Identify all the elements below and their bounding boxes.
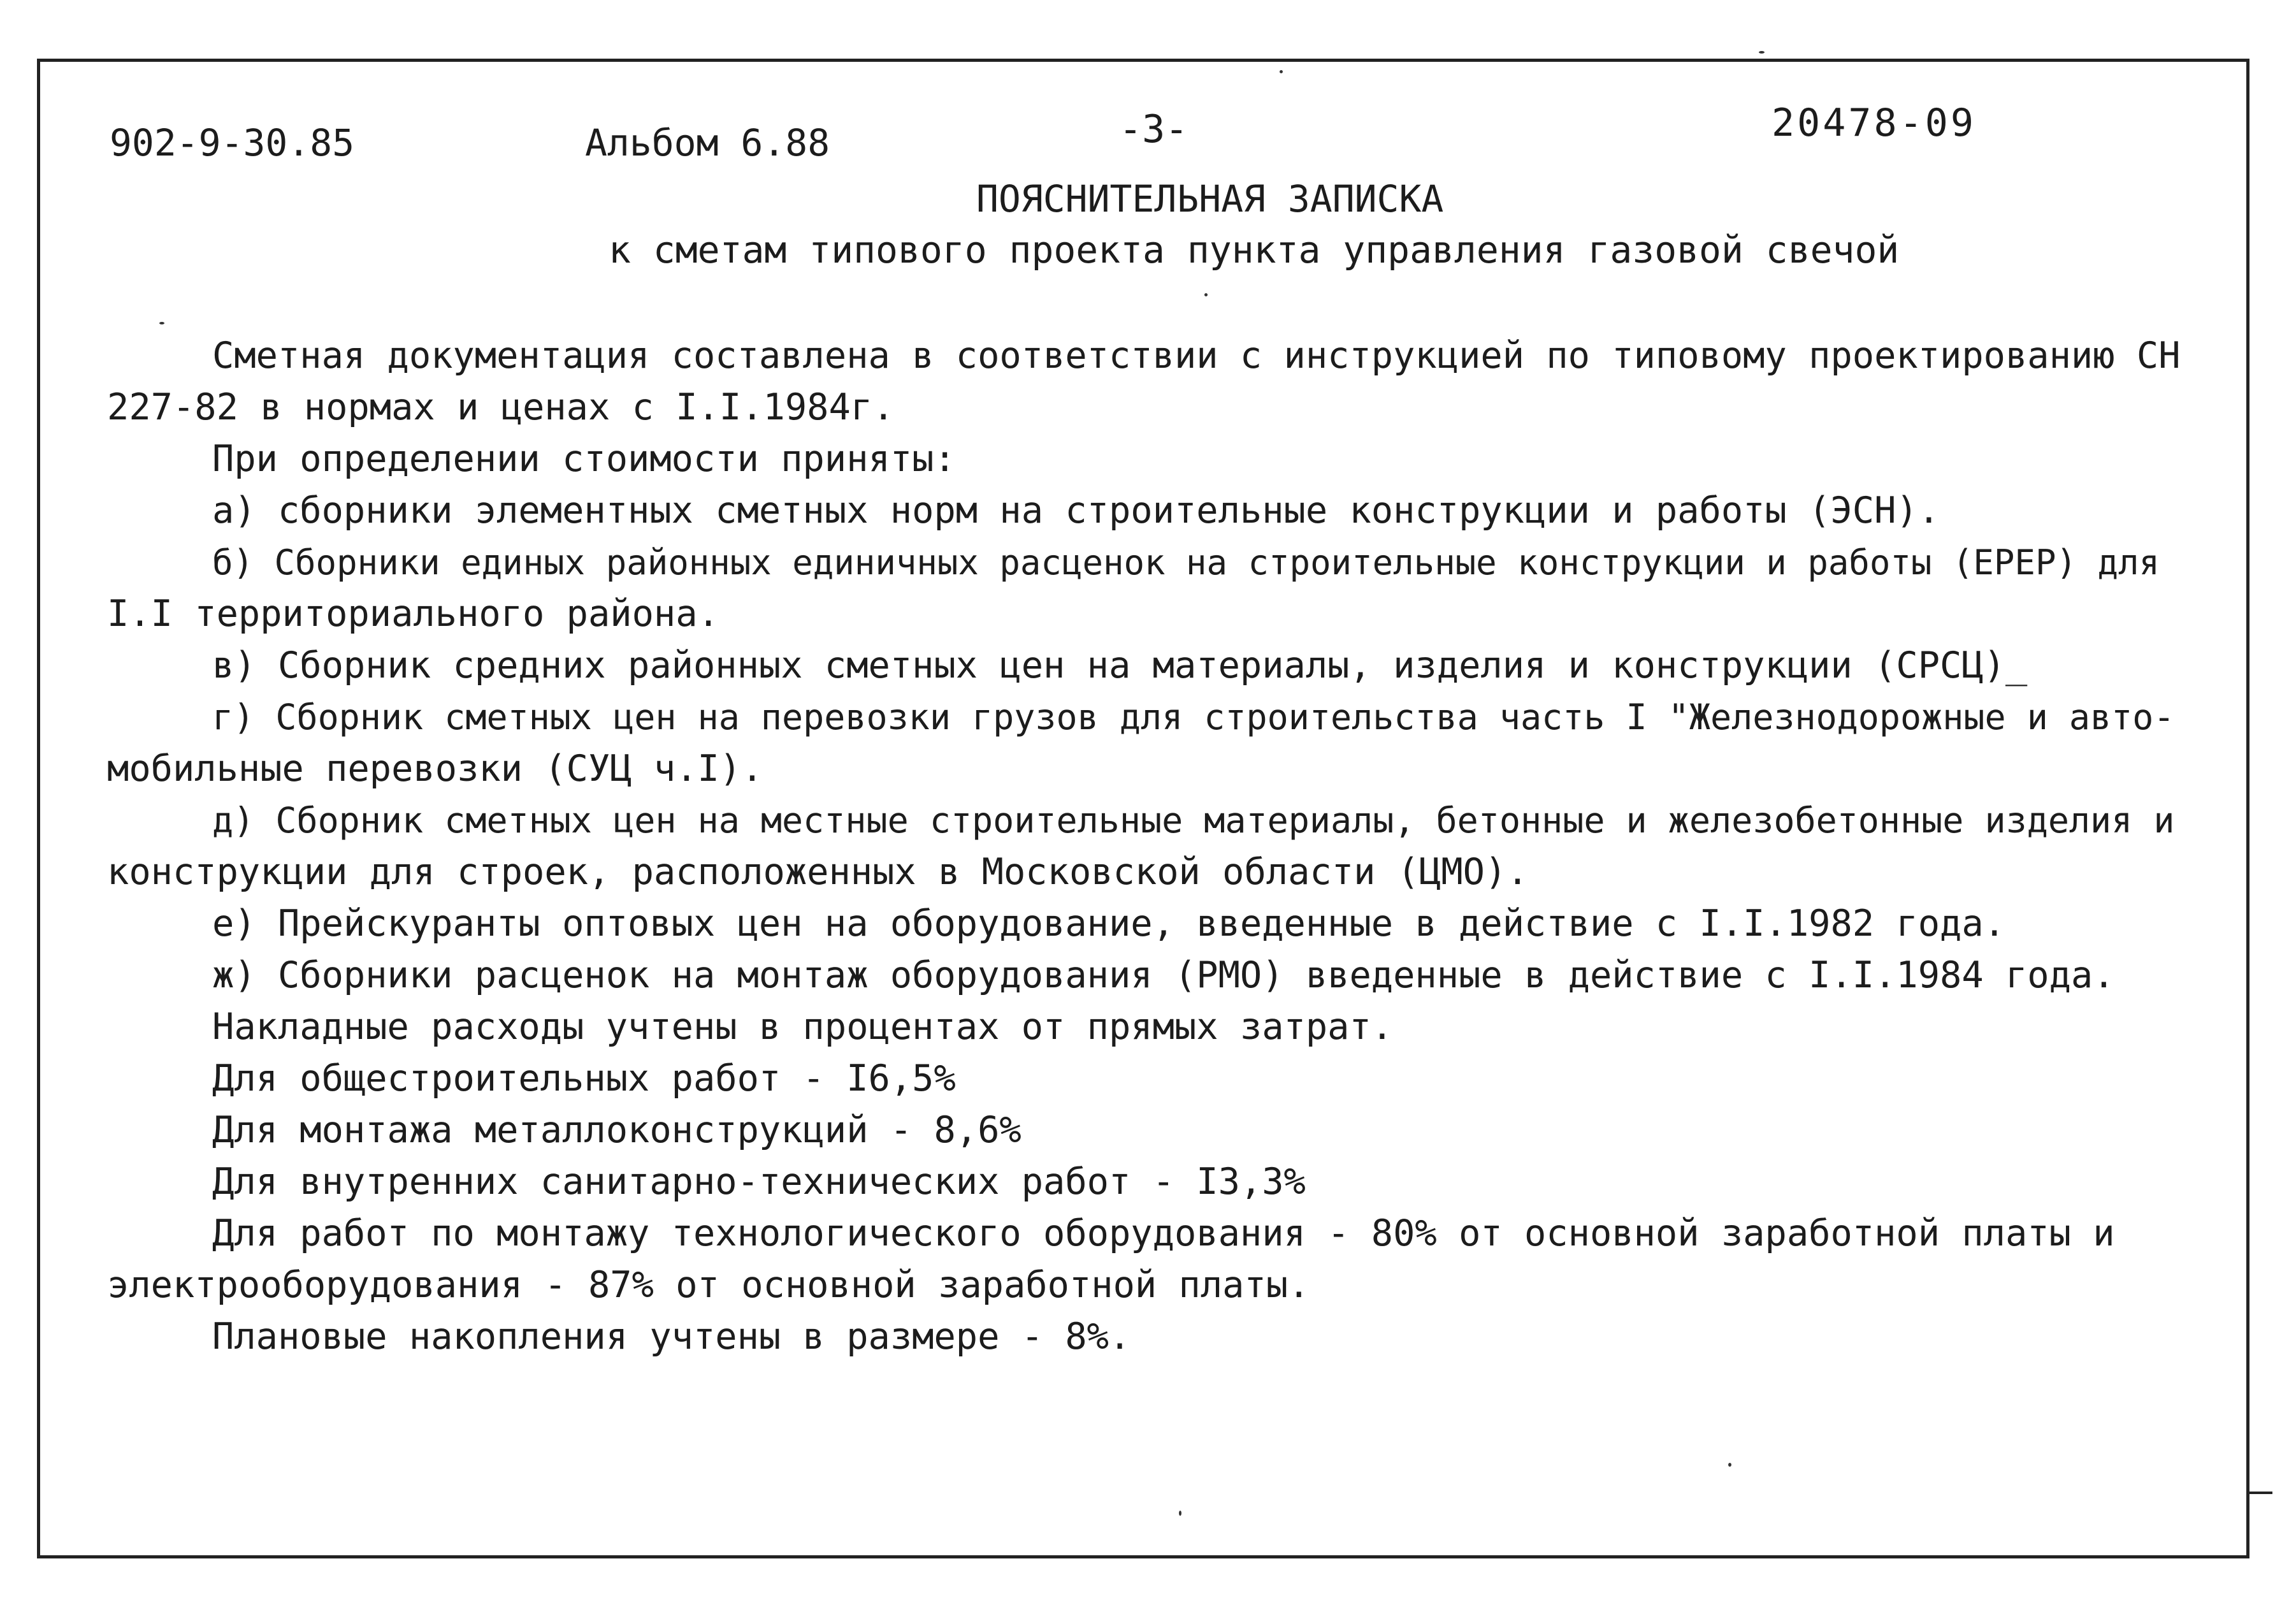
text-line: ж) Сборники расценок на монтаж оборудования (РМО) введенные в действие с I.I.1984 года. bbox=[212, 954, 2115, 996]
scan-speck bbox=[1280, 70, 1283, 73]
text-line: Для работ по монтажу технологического оборудования - 80% от основной заработной платы и bbox=[212, 1212, 2115, 1254]
text-line: электрооборудования - 87% от основной заработной платы. bbox=[107, 1264, 1310, 1306]
text-line: мобильные перевозки (СУЦ ч.I). bbox=[107, 748, 763, 790]
text-line: Для монтажа металлоконструкций - 8,6% bbox=[212, 1109, 1022, 1151]
text-line: а) сборники элементных сметных норм на строительные конструкции и работы (ЭСН). bbox=[212, 490, 1940, 532]
text-line: Накладные расходы учтены в процентах от прямых затрат. bbox=[212, 1006, 1394, 1048]
page-title: ПОЯСНИТЕЛЬНАЯ ЗАПИСКА bbox=[976, 177, 1444, 221]
text-line: Плановые накопления учтены в размере - 8%. bbox=[212, 1316, 1131, 1358]
text-line: При определении стоимости приняты: bbox=[212, 438, 956, 480]
scan-speck bbox=[1204, 293, 1208, 296]
frame-tick-mark bbox=[2249, 1492, 2272, 1494]
text-line: Для внутренних санитарно-технических работ - I3,3% bbox=[212, 1161, 1306, 1203]
text-line: 227-82 в нормах и ценах с I.I.1984г. bbox=[107, 386, 895, 428]
page-number: -3- bbox=[1119, 107, 1188, 152]
text-line: г) Сборник сметных цен на перевозки грузов для строительства часть I "Железнодорожные и авто- bbox=[212, 697, 2175, 737]
page-subtitle: к сметам типового проекта пункта управления газовой свечой bbox=[609, 228, 1900, 272]
scan-speck bbox=[159, 322, 164, 324]
text-line: е) Прейскуранты оптовых цен на оборудование, введенные в действие с I.I.1982 года. bbox=[212, 903, 2005, 945]
inventory-number: 20478-09 bbox=[1772, 101, 1976, 145]
scan-speck bbox=[1728, 1463, 1731, 1467]
scan-speck bbox=[1179, 1511, 1181, 1516]
text-line: б) Сборники единых районных единичных расценок на строительные конструкции и работы (ЕРЕР) для bbox=[212, 542, 2160, 583]
document-code: 902-9-30.85 bbox=[110, 121, 355, 164]
text-line: Для общестроительных работ - I6,5% bbox=[212, 1057, 956, 1100]
text-line: в) Сборник средних районных сметных цен на материалы, изделия и конструкции (СРСЦ)_ bbox=[212, 644, 2028, 686]
text-line: д) Сборник сметных цен на местные строительные материалы, бетонные и железобетонные изделия и bbox=[212, 800, 2175, 841]
text-line: I.I территориального района. bbox=[107, 593, 719, 635]
text-line: Сметная документация составлена в соответствии с инструкцией по типовому проектированию СН bbox=[212, 335, 2181, 377]
explanatory-note-body bbox=[107, 330, 2184, 1363]
text-line: конструкции для строек, расположенных в Московской области (ЦМО). bbox=[107, 851, 1529, 893]
album-number: Альбом 6.88 bbox=[585, 121, 830, 164]
scan-speck bbox=[1759, 51, 1765, 54]
